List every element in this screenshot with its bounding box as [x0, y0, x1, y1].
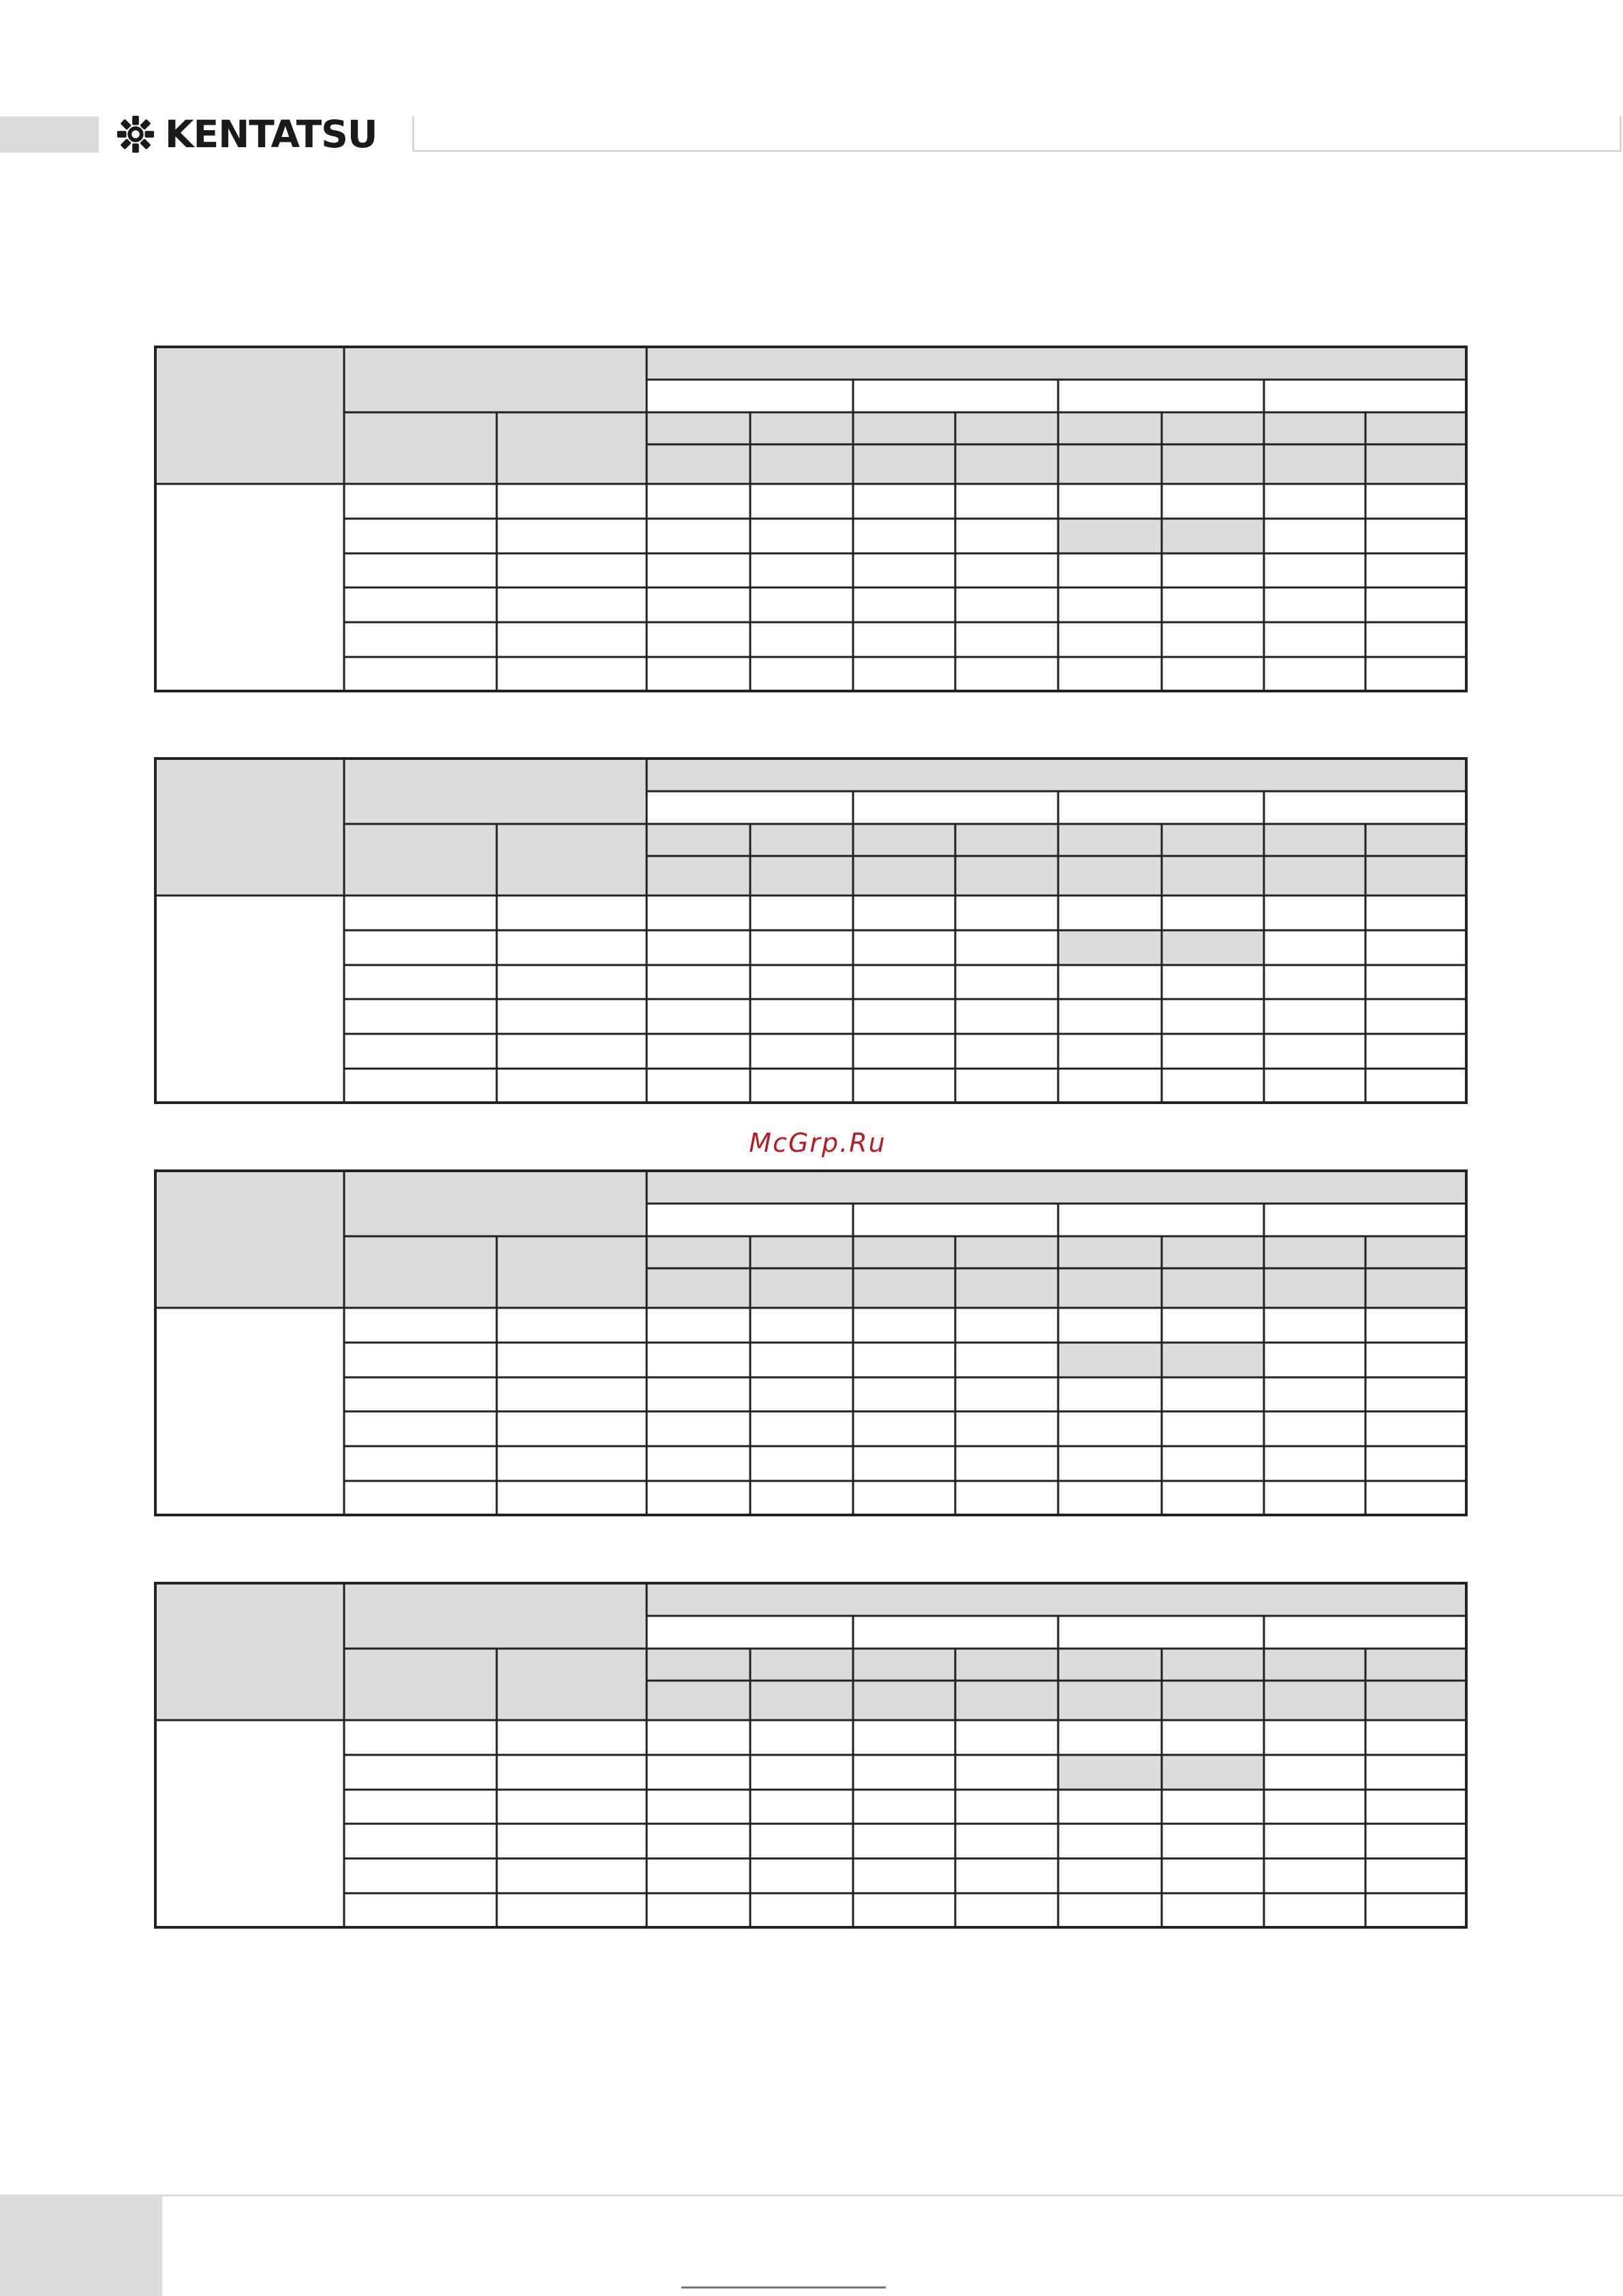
model-header-cell — [155, 759, 344, 896]
table-grid — [155, 1583, 1466, 1927]
condition-header-cell — [647, 1583, 1466, 1616]
model-header-cell — [155, 347, 344, 484]
table-grid — [155, 347, 1466, 691]
table-1 — [155, 347, 1466, 691]
footer-fragment — [681, 2286, 886, 2296]
group-header-cell — [344, 347, 647, 412]
header-rule — [412, 116, 1622, 152]
watermark-text: McGrp.Ru — [749, 1128, 886, 1158]
subgroup-header-cell — [344, 412, 647, 484]
value-header-cell — [647, 824, 1466, 896]
subgroup-header-cell — [344, 1236, 647, 1308]
shaded-cell — [1162, 519, 1264, 553]
model-header-cell — [155, 1171, 344, 1308]
brand-logo — [116, 110, 377, 158]
group-header-cell — [344, 759, 647, 824]
subgroup-header-cell — [344, 824, 647, 896]
shaded-cell — [1058, 930, 1162, 965]
footer-gray-block — [0, 2196, 162, 2296]
shaded-cell — [1162, 930, 1264, 965]
value-header-cell — [647, 1649, 1466, 1720]
shaded-cell — [1058, 1755, 1162, 1790]
value-header-cell — [647, 412, 1466, 484]
subgroup-header-cell — [344, 1649, 647, 1720]
shaded-cell — [1058, 1343, 1162, 1377]
table-grid — [155, 759, 1466, 1103]
shaded-cell — [1162, 1755, 1264, 1790]
table-2 — [155, 759, 1466, 1103]
table-grid — [155, 1171, 1466, 1515]
table-4 — [155, 1583, 1466, 1927]
table-3 — [155, 1171, 1466, 1515]
shaded-cell — [1058, 519, 1162, 553]
condition-header-cell — [647, 1171, 1466, 1204]
gear-icon — [116, 114, 155, 154]
value-header-cell — [647, 1236, 1466, 1308]
footer-rule — [0, 2194, 1623, 2196]
header-gray-tab — [0, 117, 99, 153]
shaded-cell — [1162, 1343, 1264, 1377]
group-header-cell — [344, 1171, 647, 1236]
group-header-cell — [344, 1583, 647, 1649]
condition-header-cell — [647, 347, 1466, 380]
condition-header-cell — [647, 759, 1466, 791]
model-header-cell — [155, 1583, 344, 1720]
brand-name: KENTATSU — [165, 112, 377, 156]
